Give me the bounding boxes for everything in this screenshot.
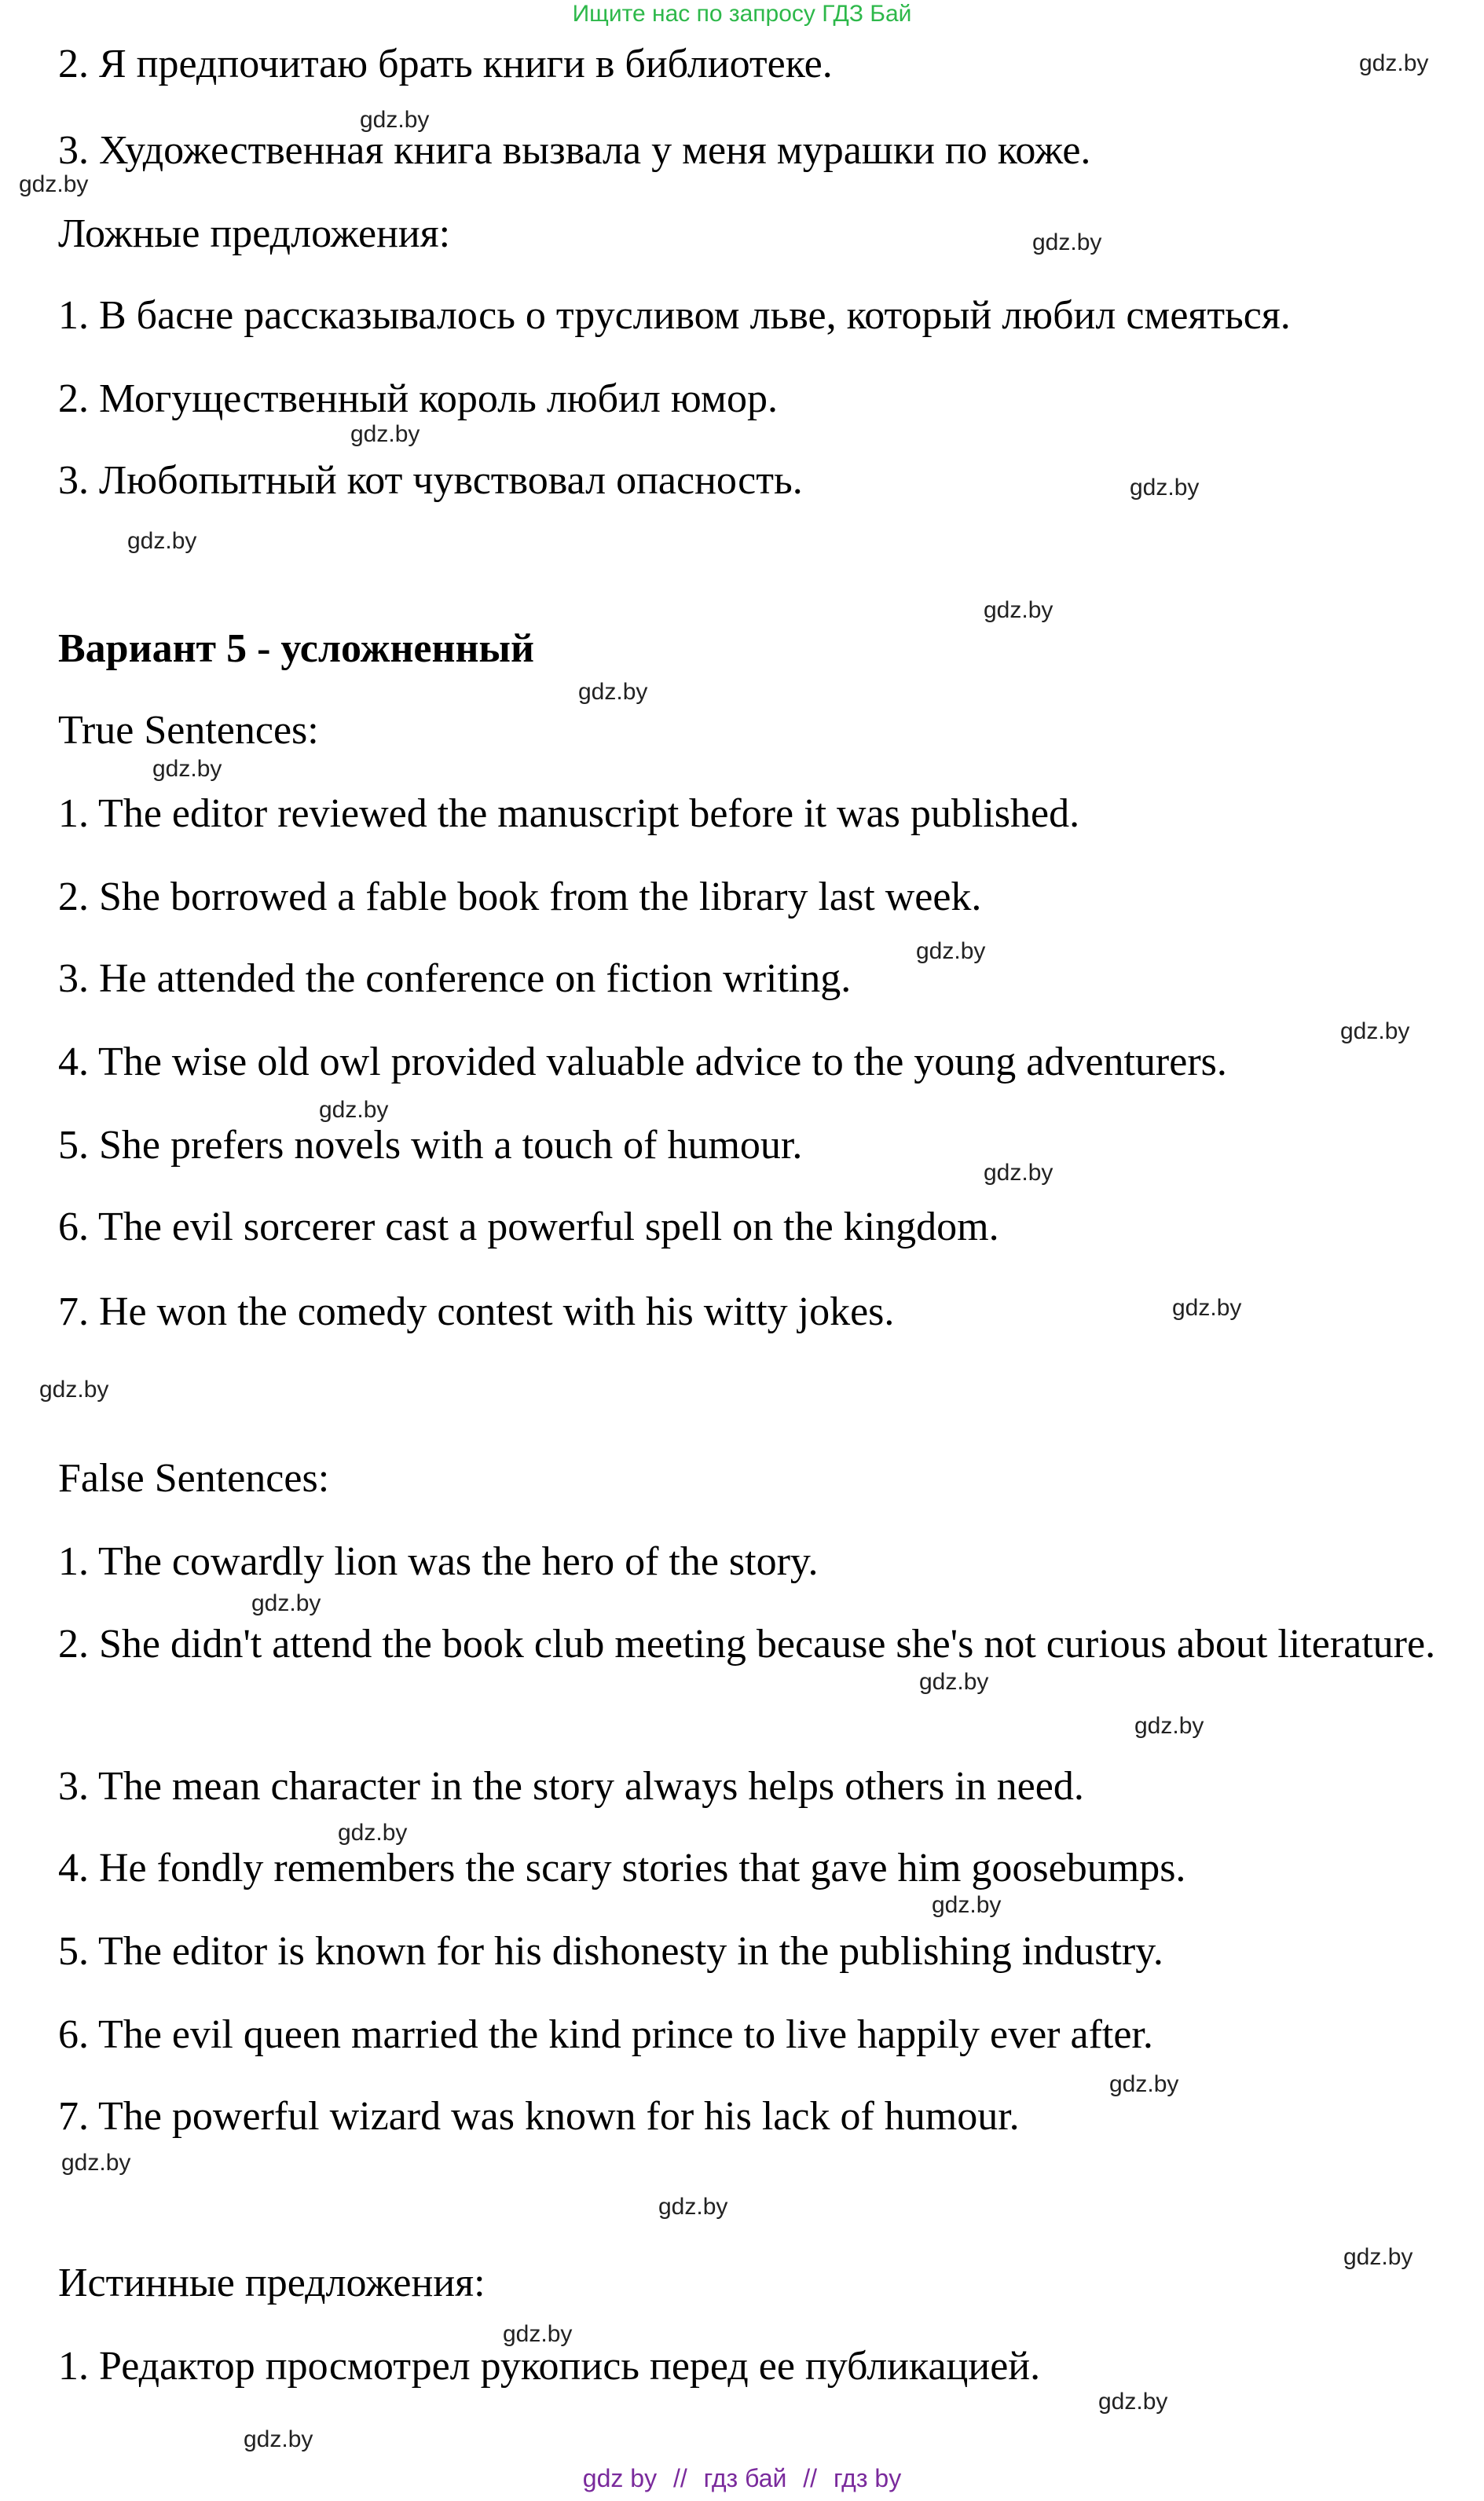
- text-line: 2. Могущественный король любил юмор.: [58, 376, 778, 421]
- section-heading: Вариант 5 - усложненный: [58, 626, 534, 671]
- watermark: gdz.by: [916, 938, 986, 964]
- section-label: Ложные предложения:: [58, 211, 451, 256]
- footer-link-gdz-by-cyr[interactable]: гдз by: [833, 2464, 902, 2492]
- section-label: False Sentences:: [58, 1456, 330, 1501]
- watermark: gdz.by: [1109, 2071, 1179, 2097]
- watermark: gdz.by: [360, 107, 430, 133]
- text-line: 6. The evil sorcerer cast a powerful spell on the kingdom.: [58, 1205, 999, 1249]
- watermark: gdz.by: [1032, 229, 1102, 255]
- footer-separator: //: [672, 2464, 687, 2492]
- watermark: gdz.by: [319, 1097, 389, 1123]
- watermark: gdz.by: [932, 1892, 1002, 1918]
- watermark: gdz.by: [350, 421, 420, 447]
- watermark: gdz.by: [152, 756, 222, 782]
- watermark: gdz.by: [338, 1820, 408, 1846]
- watermark: gdz.by: [984, 1160, 1053, 1186]
- text-line: 4. The wise old owl provided valuable advice to the young adventurers.: [58, 1040, 1227, 1084]
- watermark: gdz.by: [984, 597, 1053, 623]
- watermark: gdz.by: [1130, 475, 1200, 501]
- watermark: gdz.by: [919, 1669, 989, 1695]
- watermark: gdz.by: [1359, 50, 1429, 76]
- watermark: gdz.by: [244, 2426, 313, 2452]
- watermark: gdz.by: [1172, 1295, 1242, 1321]
- text-line: 7. He won the comedy contest with his witty jokes.: [58, 1289, 895, 1334]
- watermark: gdz.by: [658, 2194, 728, 2220]
- text-line: 1. В басне рассказывалось о трусливом льве, который любил смеяться.: [58, 293, 1291, 338]
- footer-link-gdz-by[interactable]: gdz by: [582, 2464, 658, 2492]
- watermark: gdz.by: [1343, 2244, 1413, 2270]
- text-line: 5. The editor is known for his dishonesty in the publishing industry.: [58, 1929, 1163, 1974]
- text-line: 7. The powerful wizard was known for his lack of humour.: [58, 2094, 1020, 2139]
- section-label: True Sentences:: [58, 708, 319, 753]
- footer-separator: //: [803, 2464, 818, 2492]
- text-line: 6. The evil queen married the kind prince to live happily ever after.: [58, 2012, 1153, 2057]
- search-banner[interactable]: Ищите нас по запросу ГДЗ Бай: [572, 1, 912, 27]
- watermark: gdz.by: [61, 2150, 131, 2176]
- footer-link-gdz-bai[interactable]: гдз бай: [703, 2464, 787, 2492]
- text-line: 1. Редактор просмотрел рукопись перед ее публикацией.: [58, 2344, 1041, 2389]
- text-line: 3. He attended the conference on fiction writing.: [58, 956, 852, 1001]
- watermark: gdz.by: [1098, 2389, 1168, 2415]
- text-line: 5. She prefers novels with a touch of humour.: [58, 1123, 803, 1168]
- text-line: 3. Художественная книга вызвала у меня мурашки по коже.: [58, 128, 1091, 173]
- text-line: 3. Любопытный кот чувствовал опасность.: [58, 458, 803, 503]
- text-line: 1. The editor reviewed the manuscript before it was published.: [58, 791, 1080, 836]
- footer-links: [0, 2462, 1484, 2494]
- watermark: gdz.by: [1134, 1713, 1204, 1739]
- watermark: gdz.by: [19, 171, 89, 197]
- text-line: 3. The mean character in the story always helps others in need.: [58, 1764, 1084, 1809]
- watermark: gdz.by: [127, 528, 197, 554]
- text-line: 2. She borrowed a fable book from the library last week.: [58, 875, 982, 919]
- watermark: gdz.by: [503, 2321, 573, 2347]
- text-line: 2. Я предпочитаю брать книги в библиотеке.: [58, 42, 833, 86]
- text-line: 4. He fondly remembers the scary stories that gave him goosebumps.: [58, 1846, 1186, 1890]
- watermark: gdz.by: [251, 1590, 321, 1616]
- watermark: gdz.by: [578, 679, 648, 705]
- section-label: Истинные предложения:: [58, 2261, 486, 2305]
- watermark: gdz.by: [39, 1377, 109, 1403]
- watermark: gdz.by: [1340, 1018, 1410, 1044]
- text-line: 2. She didn't attend the book club meeting because she's not curious about literature.: [58, 1622, 1436, 1667]
- text-line: 1. The cowardly lion was the hero of the story.: [58, 1539, 819, 1584]
